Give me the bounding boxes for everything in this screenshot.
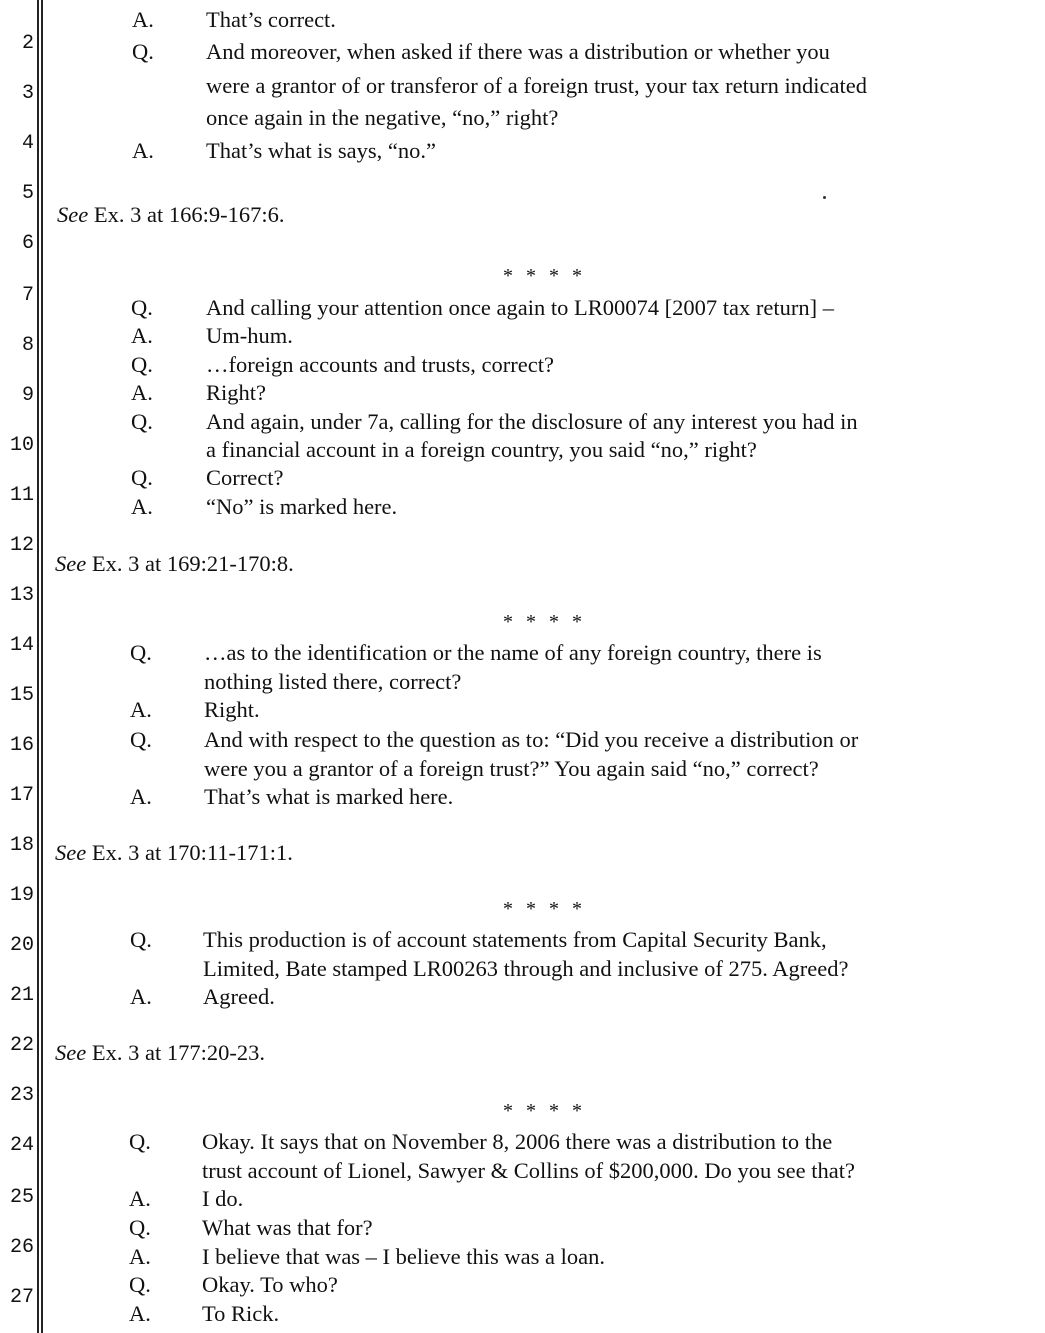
- testimony-line: “No” is marked here.: [206, 494, 398, 519]
- speaker-label: Q.: [131, 465, 153, 490]
- citation-signal: See: [55, 551, 87, 576]
- line-number: 4: [21, 132, 34, 155]
- testimony-line: were a grantor of or transferor of a foreign trust, your tax return indicated: [206, 73, 867, 98]
- speaker-label: A.: [130, 697, 152, 722]
- speaker-label: Q.: [131, 352, 153, 377]
- speaker-label: Q.: [130, 640, 152, 665]
- line-number: 3: [21, 82, 34, 105]
- testimony-line: Okay. To who?: [202, 1272, 338, 1297]
- left-margin-rule: [37, 0, 39, 1333]
- section-separator: * * * *: [503, 611, 586, 633]
- testimony-line: This production is of account statements from Capital Security Bank,: [203, 927, 827, 952]
- line-number: 7: [21, 284, 34, 307]
- testimony-line: …as to the identification or the name of any foreign country, there is: [204, 640, 822, 665]
- line-number: 27: [9, 1286, 34, 1309]
- section-separator: * * * *: [503, 898, 586, 920]
- testimony-line: Um-hum.: [206, 323, 293, 348]
- testimony-line: trust account of Lionel, Sawyer & Collins of $200,000. Do you see that?: [202, 1158, 856, 1183]
- line-number: 26: [9, 1236, 34, 1259]
- speaker-label: A.: [131, 323, 153, 348]
- citation: [55, 1039, 265, 1067]
- section-separator: * * * *: [503, 265, 586, 287]
- line-number: 21: [9, 984, 34, 1007]
- speaker-label: Q.: [130, 927, 152, 952]
- line-number: 9: [21, 384, 34, 407]
- testimony-line: To Rick.: [202, 1301, 280, 1326]
- citation-signal: See: [57, 202, 89, 227]
- line-number: 19: [9, 884, 34, 907]
- testimony-line: were you a grantor of a foreign trust?” You again said “no,” correct?: [204, 756, 819, 781]
- testimony-line: a financial account in a foreign country, you said “no,” right?: [206, 437, 757, 462]
- testimony-line: And calling your attention once again to LR00074 [2007 tax return] –: [206, 295, 834, 320]
- testimony-line: Okay. It says that on November 8, 2006 there was a distribution to the: [202, 1129, 833, 1154]
- citation-reference: Ex. 3 at 170:11-171:1.: [86, 840, 293, 865]
- line-number: 10: [9, 434, 34, 457]
- citation-reference: Ex. 3 at 169:21-170:8.: [86, 551, 294, 576]
- testimony-line: And again, under 7a, calling for the disclosure of any interest you had in: [206, 409, 858, 434]
- testimony-line: Right?: [206, 380, 266, 405]
- line-number: 8: [21, 334, 34, 357]
- testimony-line: once again in the negative, “no,” right?: [206, 105, 559, 130]
- testimony-line: That’s correct.: [206, 7, 336, 32]
- citation: [55, 550, 294, 578]
- speaker-label: A.: [130, 984, 152, 1009]
- citation-signal: See: [55, 840, 87, 865]
- speaker-label: A.: [129, 1186, 151, 1211]
- speaker-label: A.: [132, 7, 154, 32]
- testimony-line: Correct?: [206, 465, 284, 490]
- line-number: 16: [9, 734, 34, 757]
- line-number: 2: [21, 32, 34, 55]
- testimony-line: What was that for?: [202, 1215, 373, 1240]
- line-number: 22: [9, 1034, 34, 1057]
- citation: [55, 839, 293, 867]
- citation-reference: Ex. 3 at 166:9-167:6.: [88, 202, 285, 227]
- speaker-label: Q.: [132, 39, 154, 64]
- line-number: 25: [9, 1186, 34, 1209]
- testimony-line: I believe that was – I believe this was a loan.: [202, 1244, 605, 1269]
- speaker-label: A.: [130, 784, 152, 809]
- speaker-label: A.: [131, 494, 153, 519]
- line-number: 23: [9, 1084, 34, 1107]
- speaker-label: A.: [132, 138, 154, 163]
- speaker-label: A.: [131, 380, 153, 405]
- testimony-line: That’s what is says, “no.”: [206, 138, 436, 163]
- citation-reference: Ex. 3 at 177:20-23.: [86, 1040, 265, 1065]
- line-number: 18: [9, 834, 34, 857]
- testimony-line: Limited, Bate stamped LR00263 through and inclusive of 275. Agreed?: [203, 956, 849, 981]
- speaker-label: Q.: [131, 409, 153, 434]
- line-number: 17: [9, 784, 34, 807]
- line-number: 24: [9, 1134, 34, 1157]
- line-number: 11: [9, 484, 34, 507]
- line-number: 6: [21, 232, 34, 255]
- line-number: 12: [9, 534, 34, 557]
- speaker-label: A.: [129, 1301, 151, 1326]
- speaker-label: Q.: [131, 295, 153, 320]
- stray-dot: [823, 196, 826, 199]
- testimony-line: I do.: [202, 1186, 244, 1211]
- testimony-line: Agreed.: [203, 984, 275, 1009]
- line-number: 5: [21, 182, 34, 205]
- speaker-label: A.: [129, 1244, 151, 1269]
- speaker-label: Q.: [129, 1272, 151, 1297]
- left-margin-rule-inner: [41, 0, 43, 1333]
- speaker-label: Q.: [129, 1215, 151, 1240]
- speaker-label: Q.: [129, 1129, 151, 1154]
- testimony-line: Right.: [204, 697, 260, 722]
- section-separator: * * * *: [503, 1100, 586, 1122]
- line-number: 20: [9, 934, 34, 957]
- line-number: 13: [9, 584, 34, 607]
- citation: [57, 201, 284, 229]
- citation-signal: See: [55, 1040, 87, 1065]
- line-number: 15: [9, 684, 34, 707]
- line-number: 14: [9, 634, 34, 657]
- speaker-label: Q.: [130, 727, 152, 752]
- testimony-line: …foreign accounts and trusts, correct?: [206, 352, 554, 377]
- testimony-line: And with respect to the question as to: “Did you receive a distribution or: [204, 727, 859, 752]
- testimony-line: And moreover, when asked if there was a distribution or whether you: [206, 39, 830, 64]
- testimony-line: nothing listed there, correct?: [204, 669, 462, 694]
- testimony-line: That’s what is marked here.: [204, 784, 454, 809]
